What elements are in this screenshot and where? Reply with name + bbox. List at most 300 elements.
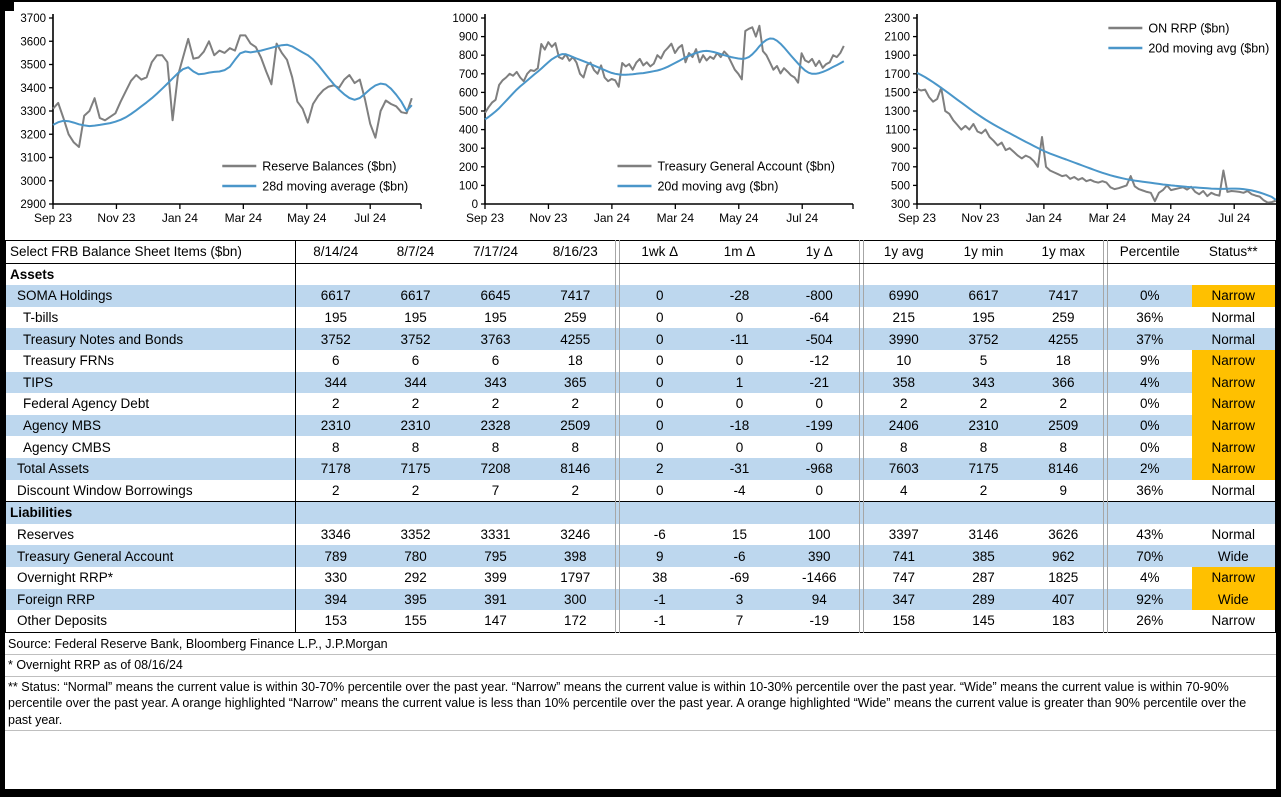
value-cell: 7417 <box>1024 285 1104 307</box>
value-cell: 3752 <box>376 328 456 350</box>
table-cell <box>536 263 616 285</box>
svg-text:Jul 24: Jul 24 <box>1218 211 1251 225</box>
table-cell <box>864 502 944 524</box>
value-cell: 4255 <box>1024 328 1104 350</box>
percentile-cell: 4% <box>1108 372 1192 394</box>
svg-text:1300: 1300 <box>884 106 910 118</box>
value-cell: 407 <box>1024 589 1104 611</box>
value-cell: 1797 <box>560 570 591 586</box>
table-cell <box>376 263 456 285</box>
percentile-cell: 26% <box>1136 613 1164 629</box>
table-row <box>6 415 1276 437</box>
value-cell: 3397 <box>888 527 919 543</box>
value-cell: 780 <box>376 545 456 567</box>
value-cell: -1466 <box>801 570 837 586</box>
value-cell: 2 <box>331 396 340 412</box>
value-cell: 962 <box>1024 545 1104 567</box>
status-badge: Wide <box>1192 545 1276 567</box>
value-cell: 6617 <box>376 285 456 307</box>
table-row <box>6 393 1276 415</box>
value-cell: 2 <box>571 396 579 412</box>
value-cell: 3990 <box>864 328 944 350</box>
column-header: 7/17/24 <box>456 241 536 264</box>
value-cell: 145 <box>972 613 995 629</box>
table-cell <box>780 502 860 524</box>
value-cell: 0 <box>735 396 744 412</box>
table-cell <box>620 502 700 524</box>
table-cell <box>1024 502 1104 524</box>
value-cell: 741 <box>864 545 944 567</box>
svg-text:Mar 24: Mar 24 <box>656 211 695 225</box>
value-cell: 292 <box>404 570 427 586</box>
value-cell: 2 <box>620 458 700 480</box>
svg-text:1700: 1700 <box>884 68 910 81</box>
value-cell: 1 <box>700 372 780 394</box>
percentile-cell: 0% <box>1108 285 1192 307</box>
balance-sheet-table <box>5 240 1276 633</box>
column-header: 8/14/24 <box>296 241 376 264</box>
svg-text:2900: 2900 <box>20 199 46 211</box>
svg-text:2100: 2100 <box>884 31 910 44</box>
table-cell <box>456 263 536 285</box>
value-cell: 6 <box>331 353 340 369</box>
table-row <box>6 328 1276 350</box>
percentile-cell: 2% <box>1108 458 1192 480</box>
svg-text:Nov 23: Nov 23 <box>97 211 136 225</box>
svg-text:Jan 24: Jan 24 <box>1025 211 1062 225</box>
value-cell: 2 <box>979 396 988 412</box>
row-label: SOMA Holdings <box>6 285 296 307</box>
value-cell: 0 <box>735 439 744 455</box>
value-cell: 18 <box>567 353 583 369</box>
value-cell: 0 <box>735 310 744 326</box>
svg-text:ON RRP ($bn): ON RRP ($bn) <box>1148 21 1230 36</box>
row-label: Other Deposits <box>6 610 296 632</box>
row-label: Foreign RRP <box>6 589 296 611</box>
value-cell: 215 <box>892 310 916 326</box>
table-row <box>6 263 1276 285</box>
value-cell: 0 <box>620 328 700 350</box>
value-cell: 158 <box>892 613 916 629</box>
status-badge: Normal <box>1211 310 1255 326</box>
svg-text:3700: 3700 <box>20 13 46 25</box>
value-cell: 7417 <box>536 285 616 307</box>
value-cell: 7175 <box>376 458 456 480</box>
percentile-cell: 0% <box>1139 439 1160 455</box>
value-cell: 147 <box>484 613 507 629</box>
svg-text:3100: 3100 <box>20 152 46 165</box>
svg-text:Sep 23: Sep 23 <box>465 211 505 225</box>
value-cell: 195 <box>404 310 427 326</box>
row-label: Overnight RRP* <box>6 567 296 589</box>
svg-text:Jul 24: Jul 24 <box>786 211 819 225</box>
table-row <box>6 307 1276 329</box>
value-cell: 3752 <box>944 328 1024 350</box>
value-cell: -28 <box>700 285 780 307</box>
value-cell: 3246 <box>560 527 591 543</box>
value-cell: -968 <box>780 458 860 480</box>
table-row <box>6 567 1276 589</box>
svg-text:Nov 23: Nov 23 <box>529 211 568 225</box>
value-cell: 0 <box>655 310 664 326</box>
value-cell: 5 <box>979 353 988 369</box>
status-definition-note: ** Status: “Normal” means the current value is within 30-70% percentile over the past year. “Narrow” means the current value is within 10-30% percentile over the past year. “Wide” means the current value is within 70-90% percentile over the past year. A orange highlighted “Narrow” means the current value is less than 10% percentile over the past year. A orange highlighted “Wide” means the current value is greater than 90% percentile over the past year. <box>5 677 1276 732</box>
table-row <box>6 545 1276 567</box>
percentile-cell: 0% <box>1139 396 1160 412</box>
percentile-cell: 70% <box>1108 545 1192 567</box>
column-header: 1wk Δ <box>620 241 700 264</box>
value-cell: 2 <box>331 482 340 498</box>
table-row <box>6 502 1276 524</box>
value-cell: 8 <box>979 439 988 455</box>
value-cell: 7 <box>735 613 744 629</box>
charts-row <box>5 2 1276 237</box>
value-cell: 789 <box>296 545 376 567</box>
value-cell: 6617 <box>944 285 1024 307</box>
value-cell: 795 <box>456 545 536 567</box>
column-header: 8/16/23 <box>536 241 616 264</box>
value-cell: 18 <box>1055 353 1071 369</box>
percentile-cell: 43% <box>1136 527 1164 543</box>
table-row <box>6 458 1276 480</box>
row-label: Federal Agency Debt <box>6 393 296 415</box>
value-cell: 0 <box>620 285 700 307</box>
value-cell: 0 <box>815 482 823 498</box>
value-cell: 6617 <box>296 285 376 307</box>
chart-on-rrp <box>871 8 1276 237</box>
line-chart-svg <box>7 8 431 232</box>
value-cell: 7 <box>491 482 500 498</box>
value-cell: 2310 <box>944 415 1024 437</box>
value-cell: 7603 <box>864 458 944 480</box>
row-label: T-bills <box>6 307 296 329</box>
value-cell: 747 <box>892 570 916 586</box>
value-cell: 8 <box>571 439 579 455</box>
value-cell: 2 <box>411 482 420 498</box>
value-cell: 366 <box>1024 372 1104 394</box>
value-cell: -12 <box>809 353 829 369</box>
svg-text:May 24: May 24 <box>1151 211 1191 225</box>
svg-text:300: 300 <box>458 143 478 156</box>
top-left-notch <box>5 2 14 11</box>
value-cell: 195 <box>324 310 348 326</box>
svg-text:700: 700 <box>890 161 910 174</box>
value-cell: -504 <box>780 328 860 350</box>
value-cell: 2310 <box>376 415 456 437</box>
row-label: Discount Window Borrowings <box>6 480 296 502</box>
value-cell: -1 <box>620 589 700 611</box>
svg-text:900: 900 <box>458 31 478 44</box>
value-cell: -19 <box>809 613 829 629</box>
status-badge: Normal <box>1211 527 1255 543</box>
value-cell: 6 <box>491 353 500 369</box>
value-cell: 330 <box>324 570 348 586</box>
value-cell: 2 <box>571 482 579 498</box>
row-label: Agency CMBS <box>6 436 296 458</box>
svg-text:400: 400 <box>458 124 478 137</box>
value-cell: 391 <box>456 589 536 611</box>
value-cell: 2 <box>979 482 988 498</box>
value-cell: 8 <box>899 439 908 455</box>
percentile-cell: 4% <box>1139 570 1160 586</box>
value-cell: 7175 <box>944 458 1024 480</box>
value-cell: 6645 <box>456 285 536 307</box>
svg-text:300: 300 <box>890 199 910 211</box>
table-row <box>6 372 1276 394</box>
source-note: Source: Federal Reserve Bank, Bloomberg Finance L.P., J.P.Morgan <box>5 634 1276 656</box>
value-cell: 9 <box>1059 482 1067 498</box>
status-badge: Narrow <box>1192 436 1276 458</box>
value-cell: 2310 <box>296 415 376 437</box>
table-cell <box>700 502 780 524</box>
table-cell <box>1108 502 1192 524</box>
value-cell: -6 <box>653 527 666 543</box>
value-cell: 3626 <box>1048 527 1079 543</box>
table-row <box>6 480 1276 502</box>
status-badge: Narrow <box>1192 415 1276 437</box>
value-cell: 3763 <box>456 328 536 350</box>
svg-text:1100: 1100 <box>885 124 910 137</box>
svg-text:Jul 24: Jul 24 <box>354 211 387 225</box>
column-header: Percentile <box>1108 241 1192 264</box>
column-header: 1y Δ <box>780 241 860 264</box>
svg-text:600: 600 <box>458 87 478 100</box>
percentile-cell: 36% <box>1136 310 1164 326</box>
svg-text:20d moving avg ($bn): 20d moving avg ($bn) <box>657 179 779 194</box>
value-cell: 2 <box>899 396 908 412</box>
value-cell: 9 <box>620 545 700 567</box>
row-label: Treasury Notes and Bonds <box>6 328 296 350</box>
value-cell: 172 <box>563 613 587 629</box>
svg-text:700: 700 <box>458 68 478 81</box>
svg-text:100: 100 <box>458 180 478 193</box>
value-cell: 7208 <box>456 458 536 480</box>
svg-text:Jan 24: Jan 24 <box>593 211 630 225</box>
value-cell: 3752 <box>296 328 376 350</box>
table-cell <box>1192 502 1276 524</box>
status-badge: Narrow <box>1192 567 1276 589</box>
value-cell: 399 <box>484 570 507 586</box>
svg-text:3400: 3400 <box>20 82 46 95</box>
status-badge: Wide <box>1192 589 1276 611</box>
status-badge: Narrow <box>1192 393 1276 415</box>
line-chart-svg <box>871 8 1276 232</box>
status-badge: Narrow <box>1192 285 1276 307</box>
value-cell: 3346 <box>320 527 351 543</box>
value-cell: 2509 <box>536 415 616 437</box>
svg-text:Reserve Balances ($bn): Reserve Balances ($bn) <box>262 159 397 174</box>
table-cell <box>536 502 616 524</box>
value-cell: 2 <box>411 396 420 412</box>
status-badge: Normal <box>1192 328 1276 350</box>
value-cell: 390 <box>780 545 860 567</box>
value-cell: 259 <box>1051 310 1075 326</box>
svg-text:Sep 23: Sep 23 <box>897 211 937 225</box>
table-cell <box>376 502 456 524</box>
table-row <box>6 350 1276 372</box>
value-cell: -69 <box>729 570 750 586</box>
value-cell: 195 <box>972 310 995 326</box>
value-cell: -21 <box>780 372 860 394</box>
svg-text:Treasury General Account ($bn): Treasury General Account ($bn) <box>657 159 835 174</box>
row-label: Agency MBS <box>6 415 296 437</box>
value-cell: 344 <box>376 372 456 394</box>
table-cell <box>296 502 376 524</box>
value-cell: 195 <box>484 310 507 326</box>
svg-text:Jan 24: Jan 24 <box>161 211 198 225</box>
svg-text:28d moving average ($bn): 28d moving average ($bn) <box>262 179 409 194</box>
value-cell: 343 <box>456 372 536 394</box>
value-cell: 344 <box>296 372 376 394</box>
value-cell: 289 <box>944 589 1024 611</box>
row-label: Treasury FRNs <box>6 350 296 372</box>
svg-text:500: 500 <box>458 106 478 118</box>
value-cell: -18 <box>700 415 780 437</box>
value-cell: -4 <box>733 482 746 498</box>
table-cell <box>944 263 1024 285</box>
value-cell: 347 <box>864 589 944 611</box>
svg-text:May 24: May 24 <box>287 211 327 225</box>
column-header: 1y max <box>1024 241 1104 264</box>
value-cell: 0 <box>620 372 700 394</box>
value-cell: 0 <box>815 439 823 455</box>
value-cell: -800 <box>780 285 860 307</box>
svg-text:Mar 24: Mar 24 <box>1088 211 1127 225</box>
value-cell: 287 <box>972 570 995 586</box>
value-cell: 8 <box>411 439 420 455</box>
value-cell: 3352 <box>400 527 431 543</box>
value-cell: 0 <box>655 396 664 412</box>
value-cell: 6 <box>411 353 420 369</box>
svg-text:200: 200 <box>458 161 478 174</box>
value-cell: 2509 <box>1024 415 1104 437</box>
value-cell: 183 <box>1051 613 1075 629</box>
status-badge: Narrow <box>1211 613 1255 629</box>
table-cell <box>456 502 536 524</box>
table-cell <box>1108 263 1192 285</box>
section-label: Liabilities <box>6 502 296 524</box>
svg-text:900: 900 <box>890 143 910 156</box>
svg-text:1500: 1500 <box>884 87 910 100</box>
table-row <box>6 436 1276 458</box>
table-row <box>6 589 1276 611</box>
value-cell: 3 <box>700 589 780 611</box>
table-row <box>6 285 1276 307</box>
line-chart-svg <box>439 8 863 232</box>
rrp-asof-note: * Overnight RRP as of 08/16/24 <box>5 655 1276 677</box>
percentile-cell: 92% <box>1108 589 1192 611</box>
status-badge: Narrow <box>1192 350 1276 372</box>
status-badge: Normal <box>1211 482 1255 498</box>
value-cell: 4 <box>899 482 908 498</box>
value-cell: 38 <box>652 570 668 586</box>
value-cell: 4255 <box>536 328 616 350</box>
column-header: 1y min <box>944 241 1024 264</box>
value-cell: 8 <box>331 439 340 455</box>
svg-text:Nov 23: Nov 23 <box>961 211 1000 225</box>
value-cell: 1825 <box>1048 570 1079 586</box>
value-cell: 2 <box>491 396 500 412</box>
percentile-cell: 37% <box>1108 328 1192 350</box>
chart-treasury-general-account <box>439 8 863 237</box>
value-cell: 365 <box>536 372 616 394</box>
svg-text:Mar 24: Mar 24 <box>224 211 263 225</box>
value-cell: 8146 <box>536 458 616 480</box>
value-cell: 0 <box>655 482 664 498</box>
table-row <box>6 610 1276 632</box>
chart-reserve-balances <box>7 8 431 237</box>
svg-text:Sep 23: Sep 23 <box>33 211 73 225</box>
svg-text:3200: 3200 <box>20 129 46 142</box>
value-cell: 385 <box>944 545 1024 567</box>
table-row <box>6 524 1276 546</box>
row-label: Total Assets <box>6 458 296 480</box>
value-cell: 155 <box>404 613 427 629</box>
value-cell: 10 <box>896 353 912 369</box>
value-cell: 0 <box>620 415 700 437</box>
percentile-cell: 0% <box>1108 415 1192 437</box>
value-cell: 0 <box>655 353 664 369</box>
value-cell: 8146 <box>1024 458 1104 480</box>
column-header: Status** <box>1192 241 1276 264</box>
value-cell: 15 <box>731 527 748 543</box>
value-cell: 94 <box>780 589 860 611</box>
value-cell: -6 <box>700 545 780 567</box>
svg-text:500: 500 <box>890 180 910 193</box>
value-cell: 3331 <box>480 527 511 543</box>
table-cell <box>1192 263 1276 285</box>
row-label: TIPS <box>6 372 296 394</box>
table-cell <box>1024 263 1104 285</box>
table-cell <box>944 502 1024 524</box>
column-header: 1m Δ <box>700 241 780 264</box>
report-canvas <box>5 2 1276 789</box>
column-header: 1y avg <box>864 241 944 264</box>
status-badge: Narrow <box>1192 372 1276 394</box>
status-badge: Narrow <box>1192 458 1276 480</box>
row-label: Treasury General Account <box>6 545 296 567</box>
svg-text:1000: 1000 <box>452 13 478 25</box>
svg-text:2300: 2300 <box>884 13 910 25</box>
svg-text:20d moving avg ($bn): 20d moving avg ($bn) <box>1148 41 1270 56</box>
value-cell: 259 <box>563 310 587 326</box>
value-cell: 0 <box>735 353 744 369</box>
value-cell: 343 <box>944 372 1024 394</box>
value-cell: -199 <box>780 415 860 437</box>
value-cell: 0 <box>655 439 664 455</box>
value-cell: 2328 <box>456 415 536 437</box>
table-cell <box>864 263 944 285</box>
table-title: Select FRB Balance Sheet Items ($bn) <box>6 241 296 264</box>
value-cell: 2406 <box>864 415 944 437</box>
value-cell: 395 <box>376 589 456 611</box>
svg-text:0: 0 <box>471 199 478 211</box>
value-cell: 0 <box>815 396 823 412</box>
value-cell: 398 <box>536 545 616 567</box>
value-cell: 358 <box>864 372 944 394</box>
percentile-cell: 9% <box>1139 353 1160 369</box>
value-cell: -1 <box>653 613 666 629</box>
table-cell <box>620 263 700 285</box>
value-cell: -11 <box>700 328 780 350</box>
value-cell: 394 <box>296 589 376 611</box>
value-cell: 7178 <box>296 458 376 480</box>
value-cell: 3146 <box>968 527 999 543</box>
svg-text:3600: 3600 <box>20 36 46 49</box>
table-cell <box>296 263 376 285</box>
value-cell: -31 <box>700 458 780 480</box>
section-label: Assets <box>6 263 296 285</box>
